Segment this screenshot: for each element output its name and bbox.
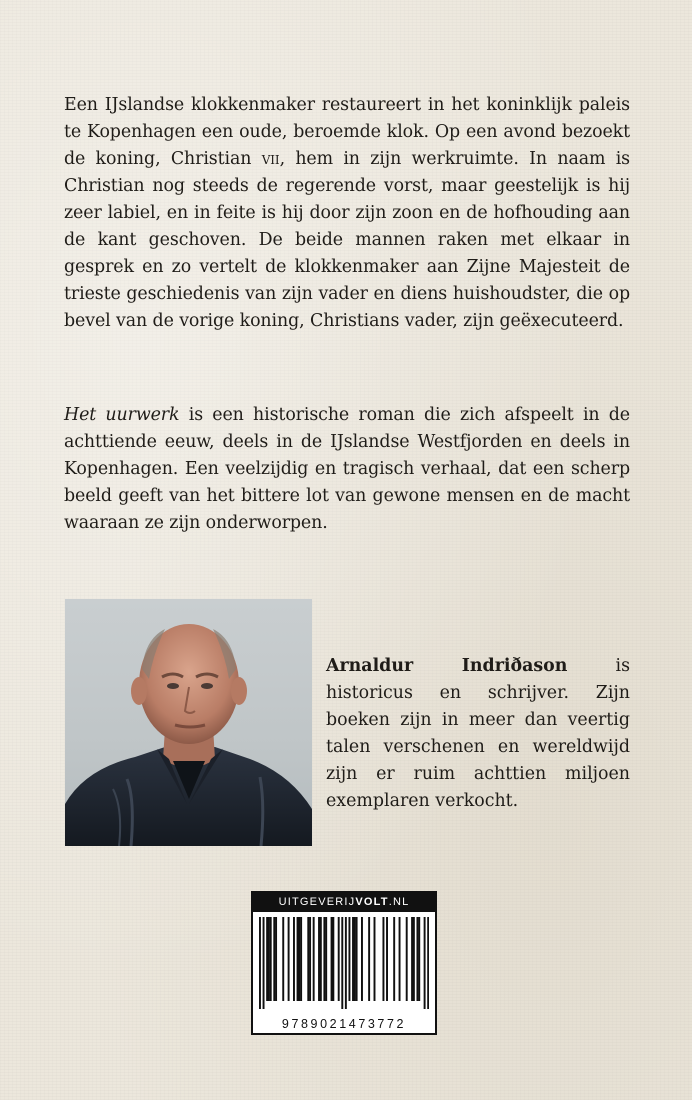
barcode-bar bbox=[320, 917, 322, 1001]
barcode-bar bbox=[298, 917, 300, 1001]
barcode-bar bbox=[418, 917, 420, 1001]
barcode-bar bbox=[338, 917, 340, 1001]
author-name: Arnaldur Indriðason bbox=[326, 656, 568, 676]
barcode-bar bbox=[331, 917, 333, 1001]
barcode-bar bbox=[374, 917, 376, 1001]
author-portrait-image bbox=[65, 599, 312, 846]
barcode-bar bbox=[288, 917, 290, 1001]
isbn-number: 9789021473772 bbox=[281, 1017, 407, 1031]
barcode-bar bbox=[352, 917, 354, 1001]
blurb-text-2: is een historische roman die zich afspeelt in de achttiende eeuw, deels in de IJslandse Westfjorden en deels in Kopenhagen. Een veelzijdig en tragisch verhaal, dat een scherp beeld geeft van het bittere lot van gewone mensen en de macht waaraan ze zijn onderworpen. bbox=[64, 405, 630, 533]
publisher-prefix: UITGEVERIJ bbox=[278, 896, 356, 908]
barcode-bar bbox=[325, 917, 327, 1001]
barcode-bar bbox=[282, 917, 284, 1001]
barcode-bar bbox=[386, 917, 388, 1001]
barcode-bar bbox=[368, 917, 370, 1001]
barcode-bar bbox=[356, 917, 358, 1001]
barcode-bar bbox=[268, 917, 270, 1001]
barcode-bar bbox=[345, 917, 347, 1009]
barcode-bar bbox=[259, 917, 261, 1009]
barcode-bar bbox=[297, 917, 299, 1001]
barcode-bar bbox=[341, 917, 343, 1009]
barcode-bar bbox=[300, 917, 302, 1001]
barcode-bar bbox=[411, 917, 413, 1001]
blurb-text-part-1: Een IJslandse klokkenmaker restaureert in het koninklijk paleis te Kopenhagen een oude, beroemde klok. Op een avond bezoekt de koning, Christian bbox=[64, 95, 630, 169]
barcode-block bbox=[251, 891, 437, 1035]
back-cover-blurb-paragraph-1 bbox=[64, 92, 630, 335]
barcode-bar bbox=[273, 917, 275, 1001]
back-cover-blurb-paragraph-2 bbox=[64, 402, 630, 537]
regnal-number: vii bbox=[261, 149, 280, 169]
barcode-bar bbox=[275, 917, 277, 1001]
barcode-bar bbox=[318, 917, 320, 1001]
barcode-bar bbox=[393, 917, 395, 1001]
barcode-bar bbox=[266, 917, 268, 1001]
barcode-bar bbox=[348, 917, 350, 1001]
barcode-bar bbox=[399, 917, 401, 1001]
barcode-bar bbox=[413, 917, 415, 1001]
isbn-barcode bbox=[259, 917, 429, 1009]
publisher-suffix: .NL bbox=[388, 896, 410, 908]
barcode-bar bbox=[263, 917, 265, 1009]
barcode-bar bbox=[361, 917, 363, 1001]
barcode-bar bbox=[332, 917, 334, 1001]
author-bio-text: is historicus en schrijver. Zijn boeken zijn in meer dan veertig talen verschenen en wereldwijd zijn er ruim achttien miljoen exemplaren verkocht. bbox=[326, 656, 630, 811]
barcode-bar bbox=[427, 917, 429, 1009]
barcode-bar bbox=[270, 917, 272, 1001]
barcode-bar bbox=[313, 917, 315, 1001]
publisher-name: VOLT bbox=[355, 896, 389, 908]
barcode-bar bbox=[354, 917, 356, 1001]
publisher-url bbox=[253, 893, 435, 912]
author-photo bbox=[65, 599, 312, 846]
barcode-bar bbox=[424, 917, 426, 1009]
barcode-bar bbox=[309, 917, 311, 1001]
barcode-bar bbox=[293, 917, 295, 1001]
blurb-text-part-2: , hem in zijn werkruimte. In naam is Christian nog steeds de regerende vorst, maar geestelijk is hij zeer labiel, en in feite is hij door zijn zoon en de hofhouding aan de kant geschoven. De beide mannen raken met elkaar in gesprek en zo vertelt de klokkenmaker aan Zijne Majesteit de trieste geschiedenis van zijn vader en diens huishoudster, die op bevel van de vorige koning, Christians vader, zijn geëxecuteerd. bbox=[64, 149, 631, 331]
author-bio bbox=[326, 653, 630, 815]
barcode-bar bbox=[307, 917, 309, 1001]
barcode-bar bbox=[416, 917, 418, 1001]
barcode-bar bbox=[323, 917, 325, 1001]
barcode-bar bbox=[382, 917, 384, 1001]
book-title: Het uurwerk bbox=[64, 405, 180, 425]
barcode-bar bbox=[406, 917, 408, 1001]
